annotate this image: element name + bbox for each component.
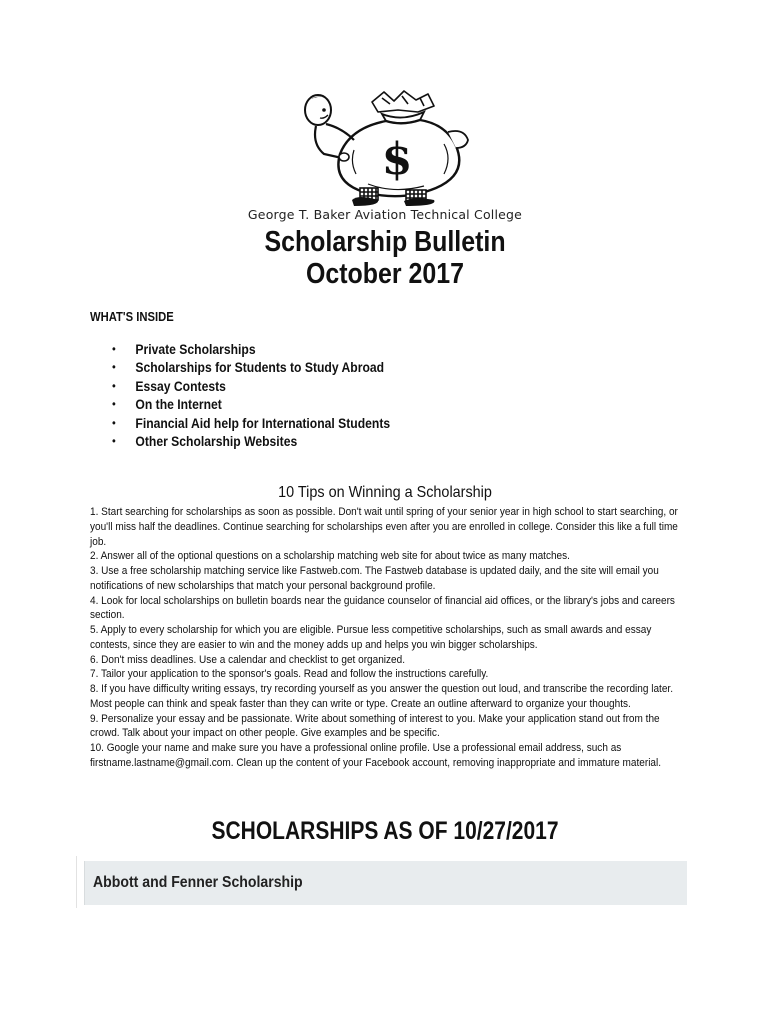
bulletin-date: October 2017 — [305, 258, 465, 290]
bullet-icon: • — [112, 433, 116, 448]
tip-item: 6. Don't miss deadlines. Use a calendar and checklist to get organized. — [90, 653, 406, 666]
whats-inside-heading: WHAT'S INSIDE — [90, 310, 174, 324]
bullet-icon: • — [112, 360, 116, 375]
tip-item: 4. Look for local scholarships on bulletin boards near the guidance counselor of financial aid offices, or the library's jobs and careers section. — [90, 594, 675, 622]
tip-item: 8. If you have difficulty writing essays, try recording yourself as you answer the question out loud, and transcribe the recording later. Most people can think and speak faster than they can write or type. Create an outline afterward to organize your thoughts. — [90, 683, 674, 710]
divider — [76, 856, 77, 908]
tip-item: 10. Google your name and make sure you have a professional online profile. Use a professional email address, such as firstname.lastname@gmail.com. Clean up the content of your Facebook account, removing inappropriate and immature material. — [90, 742, 662, 769]
tips-heading: 10 Tips on Winning a Scholarship — [278, 484, 492, 501]
tip-item: 2. Answer all of the optional questions on a scholarship matching web site for about twice as many matches. — [90, 550, 570, 563]
tip-item: 1. Start searching for scholarships as soon as possible. Don't wait until spring of your senior year in high school to start searching, or you'll miss half the deadlines. Continue searching for scholarships even after you are enrolled in college. Consider this like a full time job. — [90, 506, 678, 548]
college-name: George T. Baker Aviation Technical College — [247, 207, 523, 222]
tip-item: 9. Personalize your essay and be passionate. Write about something of interest to you. Make your application stand out from the crowd. Talk about your impact on other people. Give examples and be specific. — [90, 712, 660, 740]
tips-list — [90, 505, 683, 771]
bullet-icon: • — [112, 342, 116, 356]
scholarship-title: Abbott and Fenner Scholarship — [93, 874, 303, 891]
tip-item: 3. Use a free scholarship matching service like Fastweb.com. The Fastweb database is updated daily, and the site will email you notifications of new scholarships that match your personal background profile. — [90, 565, 659, 592]
bullet-icon: • — [112, 397, 116, 412]
scholarship-card — [84, 861, 687, 905]
money-bag-mascot-illustration — [298, 88, 474, 206]
bullet-icon: • — [112, 415, 116, 430]
bullet-icon: • — [112, 378, 116, 393]
dollar-sign-icon: $ — [381, 134, 413, 185]
bulletin-title: Scholarship Bulletin — [264, 226, 506, 258]
tip-item: 7. Tailor your application to the sponsor's goals. Read and follow the instructions carefully. — [90, 668, 489, 681]
scholarships-heading: SCHOLARSHIPS AS OF 10/27/2017 — [211, 817, 559, 845]
tip-item: 5. Apply to every scholarship for which you are eligible. Pursue less competitive scholarships, such as small awards and essay contests, since they are easier to win and the money adds up and helps you win bigger scholarships. — [90, 624, 652, 651]
